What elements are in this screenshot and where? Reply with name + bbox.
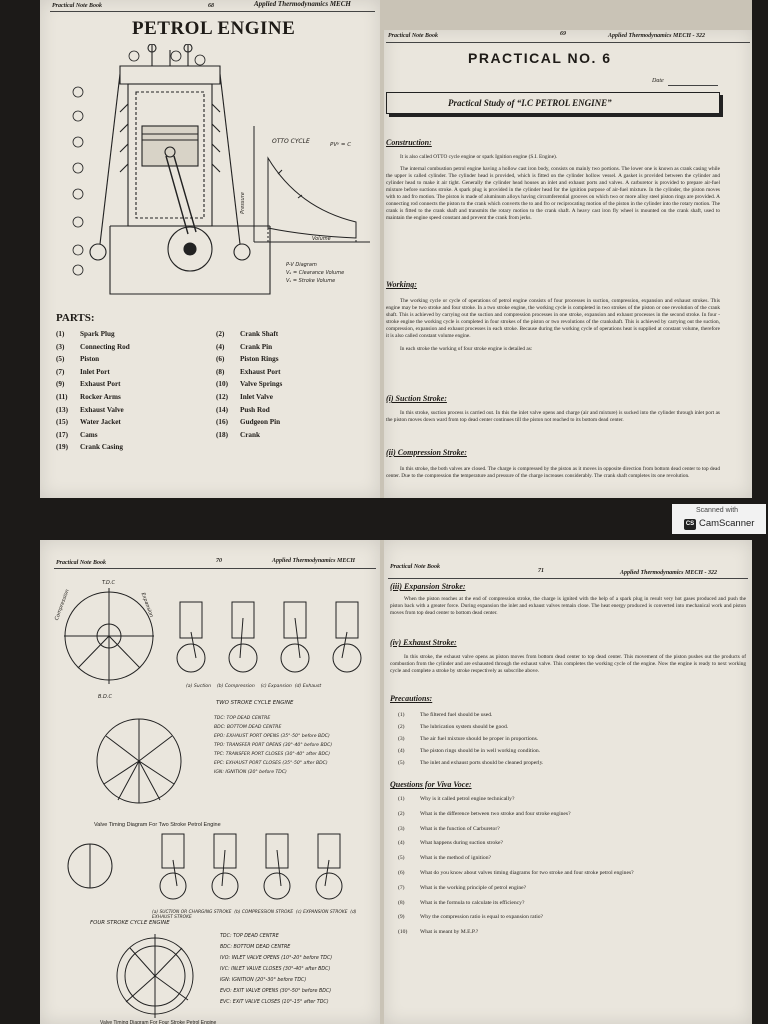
legend-item: TDC: TOP DEAD CENTRE bbox=[220, 934, 279, 939]
legend-item: BDC: BOTTOM DEAD CENTRE bbox=[220, 945, 291, 950]
header-right: Applied Thermodynamics MECH - 322 bbox=[620, 570, 718, 576]
part-name: Push Rod bbox=[240, 405, 270, 414]
two-stroke-cycle-diagram bbox=[54, 580, 164, 692]
item-text: What is the working principle of petrol engine? bbox=[420, 884, 527, 891]
legend-item: EVO: EXIT VALVE OPENS (30°-50° before BDC) bbox=[220, 989, 332, 994]
date-label: Date bbox=[652, 78, 664, 84]
legend-item: TDC: TOP DEAD CENTRE bbox=[214, 716, 271, 721]
page-68 bbox=[40, 0, 380, 498]
item-number: (5) bbox=[398, 760, 405, 766]
part-name: Gudgeon Pin bbox=[240, 418, 281, 427]
header-left: Practical Note Book bbox=[56, 560, 106, 566]
part-item bbox=[216, 418, 376, 431]
legend-two-stroke bbox=[214, 716, 332, 779]
page-number: 71 bbox=[538, 568, 544, 574]
part-name: Cams bbox=[80, 430, 98, 439]
legend-item: IVC: INLET VALVE CLOSES (30°-40° after BDC) bbox=[220, 967, 331, 972]
part-name: Piston Rings bbox=[240, 355, 279, 364]
cs-logo-icon: CS bbox=[684, 519, 696, 530]
part-name: Water Jacket bbox=[80, 418, 121, 427]
valve-timing-two-stroke-diagram bbox=[84, 706, 194, 816]
page-title: PETROL ENGINE bbox=[132, 18, 296, 39]
part-number: (14) bbox=[216, 405, 228, 414]
item-number: (3) bbox=[398, 736, 405, 742]
parts-list-right bbox=[216, 330, 376, 443]
item-number: (2) bbox=[398, 724, 405, 730]
part-number: (16) bbox=[216, 418, 228, 427]
item-text: The piston rings should be in well working condition. bbox=[420, 748, 541, 754]
part-item bbox=[56, 368, 216, 381]
part-item bbox=[56, 380, 216, 393]
compression-heading: (ii) Compression Stroke: bbox=[386, 448, 467, 457]
viva-item bbox=[398, 929, 634, 944]
part-item bbox=[56, 393, 216, 406]
part-item bbox=[216, 343, 376, 356]
item-text: What is the function of Carburetor? bbox=[420, 825, 500, 832]
viva-list bbox=[398, 796, 634, 944]
banner-title: Practical Study of “I.C PETROL ENGINE” bbox=[448, 98, 612, 108]
viva-item bbox=[398, 855, 634, 870]
part-number: (4) bbox=[216, 342, 225, 351]
precautions-heading: Precautions: bbox=[390, 694, 433, 703]
part-name: Spark Plug bbox=[80, 330, 115, 338]
part-number: (3) bbox=[56, 342, 65, 351]
item-number: (8) bbox=[398, 899, 405, 906]
legend-item: EVC: EXIT VALVE CLOSES (10°-15° after TDC) bbox=[220, 1000, 329, 1005]
item-number: (1) bbox=[398, 712, 405, 718]
legend-item: EPO: EXHAUST PORT OPENS (35°-50° before BDC) bbox=[214, 734, 330, 739]
part-number: (8) bbox=[216, 367, 225, 376]
part-item bbox=[56, 330, 216, 343]
valve-timing-four-stroke-diagram bbox=[100, 930, 210, 1022]
pressure-axis-label: Pressure bbox=[239, 192, 246, 214]
item-text: What is the method of ignition? bbox=[420, 855, 491, 862]
parts-list-left bbox=[56, 330, 216, 456]
top-spread bbox=[40, 0, 752, 498]
item-number: (7) bbox=[398, 884, 405, 891]
item-text: What do you know about valves timing diagrams for two stroke and four stroke petrol engines? bbox=[420, 869, 634, 876]
page-number: 70 bbox=[216, 558, 222, 564]
part-number: (13) bbox=[56, 405, 68, 414]
part-number: (9) bbox=[56, 380, 65, 389]
item-text: The inlet and exhaust ports should be cleaned properly. bbox=[420, 760, 544, 766]
compression-text: In this stroke, the both valves are closed. The charge is compressed by the piston as it moves in opposite direction from bottom dead center to top dead center. Due to the compression the temperature and pressure of the charge increases considerably. The crank shaft completes its one revolution. bbox=[386, 466, 720, 479]
part-number: (5) bbox=[56, 355, 65, 364]
part-name: Valve Springs bbox=[240, 380, 283, 389]
part-name: Inlet Port bbox=[80, 367, 110, 376]
part-name: Exhaust Valve bbox=[80, 405, 124, 414]
part-item bbox=[216, 355, 376, 368]
precautions-item bbox=[398, 760, 543, 772]
item-number: (9) bbox=[398, 914, 405, 921]
part-item bbox=[216, 406, 376, 419]
camscanner-watermark bbox=[672, 504, 766, 534]
page-69 bbox=[384, 30, 752, 498]
part-item bbox=[56, 355, 216, 368]
part-item bbox=[216, 368, 376, 381]
item-text: What happens during suction stroke? bbox=[420, 840, 503, 847]
bottom-spread bbox=[40, 540, 752, 1024]
part-item bbox=[216, 393, 376, 406]
scanned-with-label: Scanned with bbox=[696, 507, 739, 514]
part-name: Crank Pin bbox=[240, 342, 273, 351]
four-stroke-engine-caption: FOUR STROKE CYCLE ENGINE bbox=[90, 920, 170, 926]
precautions-list bbox=[398, 712, 543, 772]
working-text: The working cycle or cycle of operations of petrol engine consists of four processes in suction, compression, expansion and exhaust strokes. This engine may be two stroke and four stroke. In a two stroke engine, the working cycle is completed in two strokes of the piston or one revolution of the crank shaft. This is achieved by carrying out the suction and compression processes in one stroke, expansion and exhaust processes in the second stroke. In four - stroke engine the working cycle is completed in four strokes of the piston or two revolutions of the crankshaft. This is achieved by carrying out the suction, compression, expansion and exhaust processes in each stroke. Because during the working cycle of operations heat is supplied at constant volume, therefore it is also called constant volume engine. In each stroke the working of four stroke engine is detailed as: bbox=[386, 298, 720, 352]
item-text: What is the formula to calculate its efficiency? bbox=[420, 899, 525, 906]
precautions-item bbox=[398, 712, 543, 724]
viva-item bbox=[398, 900, 634, 915]
precautions-item bbox=[398, 724, 543, 736]
viva-heading: Questions for Viva Voce: bbox=[390, 780, 472, 789]
viva-item bbox=[398, 826, 634, 841]
viva-item bbox=[398, 870, 634, 885]
part-number: (10) bbox=[216, 380, 228, 389]
part-name: Crank Shaft bbox=[240, 330, 279, 338]
item-number: (4) bbox=[398, 748, 405, 754]
exhaust-heading: (iv) Exhaust Stroke: bbox=[390, 638, 457, 647]
page-71 bbox=[384, 540, 752, 1024]
two-stroke-engine-caption: TWO STROKE CYCLE ENGINE bbox=[216, 700, 294, 706]
part-name: Rocker Arms bbox=[80, 392, 121, 401]
precautions-item bbox=[398, 736, 543, 748]
two-stroke-engines-diagram bbox=[170, 592, 370, 682]
camscanner-label: CamScanner bbox=[699, 518, 755, 529]
legend-item: BDC: BOTTOM DEAD CENTRE bbox=[214, 725, 282, 730]
part-number: (15) bbox=[56, 418, 68, 427]
practical-number: PRACTICAL NO. 6 bbox=[468, 50, 612, 66]
page-70 bbox=[40, 540, 380, 1024]
viva-item bbox=[398, 796, 634, 811]
item-text: The lubrication system should be good. bbox=[420, 724, 509, 730]
part-number: (18) bbox=[216, 430, 228, 439]
bdc-label: B.D.C bbox=[98, 694, 112, 700]
item-number: (1) bbox=[398, 796, 405, 802]
expansion-text: When the piston reaches at the end of compression stroke, the charge is ignited with the help of a spark plug in result very hot gases produced and push the piston back with a greater force. During expansion the inlet and exhaust valves remain close. The heat energy produced is converted into mechanical work and piston moves from top dead center to bottom dead center. bbox=[390, 596, 746, 616]
part-item bbox=[56, 343, 216, 356]
part-item bbox=[216, 380, 376, 393]
part-number: (7) bbox=[56, 367, 65, 376]
part-item bbox=[56, 418, 216, 431]
valve-timing-two-caption: Valve Timing Diagram For Two Stroke Petrol Engine bbox=[94, 822, 221, 828]
viva-item bbox=[398, 914, 634, 929]
part-number: (11) bbox=[56, 392, 68, 401]
expansion-label: Expansion bbox=[139, 591, 155, 619]
precautions-item bbox=[398, 748, 543, 760]
construction-heading: Construction: bbox=[386, 138, 432, 147]
item-number: (10) bbox=[398, 929, 408, 936]
part-name: Exhaust Port bbox=[80, 380, 121, 389]
item-text: Why the compression ratio is equal to expansion ratio? bbox=[420, 914, 544, 921]
header-left: Practical Note Book bbox=[390, 564, 440, 570]
part-number: (2) bbox=[216, 330, 225, 338]
header-left: Practical Note Book bbox=[388, 33, 438, 39]
pv-equation: PVʸ = C bbox=[330, 142, 352, 148]
part-item bbox=[216, 431, 376, 444]
viva-item bbox=[398, 840, 634, 855]
part-name: Exhaust Port bbox=[240, 367, 281, 376]
page-number: 68 bbox=[208, 3, 214, 9]
item-text: The air fuel mixture should be proper in proportions. bbox=[420, 736, 539, 742]
legend-item: EPC: EXHAUST PORT CLOSES (35°-50° after BDC) bbox=[214, 761, 328, 766]
legend-item: IVO: INLET VALVE OPENS (10°-20° before TDC) bbox=[220, 956, 333, 961]
viva-item bbox=[398, 811, 634, 826]
stroke-volume-note: Vₛ = Stroke Volume bbox=[286, 278, 336, 284]
working-heading: Working: bbox=[386, 280, 417, 289]
four-stroke-engines-diagram bbox=[58, 830, 378, 910]
compression-label: Compression bbox=[53, 588, 71, 622]
page-number: 69 bbox=[560, 31, 566, 37]
part-number: (6) bbox=[216, 355, 225, 364]
item-number: (5) bbox=[398, 855, 405, 862]
viva-item bbox=[398, 885, 634, 900]
suction-text: In this stroke, suction process is carried out. In this the inlet valve opens and charge (air and mixture) is sucked into the cylinder through inlet port as the piston moves down ward from top dead center continues till the piston not reached to its bottom dead center. bbox=[386, 410, 720, 423]
part-name: Inlet Valve bbox=[240, 392, 273, 401]
item-number: (3) bbox=[398, 825, 405, 832]
item-text: What is the difference between two stroke and four stroke engines? bbox=[420, 810, 571, 817]
legend-item: TPC: TRANSFER PORT CLOSES (30°-40° after BDC) bbox=[214, 752, 331, 757]
header-right: Applied Thermodynamics MECH bbox=[272, 558, 356, 564]
pv-caption: P-V Diagram bbox=[286, 262, 317, 268]
legend-item: TPO: TRANSFER PORT OPENS (30°-40° before BDC) bbox=[214, 743, 333, 748]
part-name: Piston bbox=[80, 355, 100, 364]
part-name: Crank Casing bbox=[80, 443, 123, 452]
exhaust-text: In this stroke, the exhaust valve opens as piston moves from bottom dead center to top dead center. This movement of the piston pushes out the products of combustion from the cylinder and are exhausted through the exhaust valve. This completes the working cycle of the engine. Now the engine is ready to next working cycle and complete a stroke by stroke respectively as subscribe above. bbox=[390, 654, 746, 674]
item-text: Why is it called petrol engine technically? bbox=[420, 796, 515, 802]
part-name: Crank bbox=[240, 430, 260, 439]
expansion-heading: (iii) Expansion Stroke: bbox=[390, 582, 466, 591]
part-number: (12) bbox=[216, 392, 228, 401]
clearance-volume-note: Vₐ = Clearance Volume bbox=[286, 270, 345, 276]
item-number: (6) bbox=[398, 869, 405, 876]
suction-heading: (i) Suction Stroke: bbox=[386, 394, 447, 403]
legend-item: IGN: IGNITION (20°-30° before TDC) bbox=[220, 978, 307, 983]
construction-text: It is also called OTTO cycle engine or spark Ignition engine (S.I. Engine). The internal combustion petrol engine having a hollow cast iron body, consists on mainly two portions. The lower one is known as crank casing while the upper is called cylinder. The cylinder head is provided, which is fitted on the cylinder hollow vessel. A gasket is provided between the cylinder and cylinder head to make it air tight. Generally the cylinder head houses an inlet and exhaust ports and valves. A carburetor is provided to prepare air-fuel mixture before suctions stroke. A spark plug is provided in the cylinder head for the ignition purpose of air-fuel mixture. In the cylinder, the piston moves with to and fro motion. The piston is made of aluminum alloys having circumferential grooves on which two or more alloy steel piston rings are provided. A connecting rod connects the piston to the crank which converts the to and fro or reciprocating motion of the piston in the cylinder into the rotary motion. The crank is fitted to the crank shaft and transmits the rotary motion to the crank shaft. A heavy cast iron fly wheel is mounted on the crank shaft, used to maintain the engine speed constant and prevent the crank from jerks. bbox=[386, 154, 720, 221]
volume-axis-label: Volume bbox=[312, 236, 331, 242]
legend-four-stroke bbox=[220, 934, 332, 1011]
item-text: The filtered fuel should be used. bbox=[420, 712, 493, 718]
part-item bbox=[56, 431, 216, 444]
part-number: (19) bbox=[56, 443, 68, 452]
four-stroke-strokes: (a) SUCTION OR CHARGING STROKE (b) COMPRESSION STROKE (c) EXPANSION STROKE (d) EXHAUST STROKE bbox=[152, 910, 357, 920]
part-number: (1) bbox=[56, 330, 65, 338]
part-item bbox=[216, 330, 376, 343]
pv-label: OTTO CYCLE bbox=[272, 138, 310, 145]
header-right: Applied Thermodynamics MECH - 322 bbox=[608, 33, 706, 39]
part-item bbox=[56, 443, 216, 456]
header-left: Practical Note Book bbox=[52, 3, 102, 9]
part-name: Connecting Rod bbox=[80, 342, 130, 351]
header-right: Applied Thermodynamics MECH bbox=[254, 0, 351, 8]
tdc-label: T.D.C bbox=[102, 580, 115, 586]
legend-item: IGN: IGNITION (20° before TDC) bbox=[214, 770, 287, 775]
part-item bbox=[56, 406, 216, 419]
two-stroke-strokes: (a) Suction (b) Compression (c) Expansion (d) Exhaust bbox=[186, 684, 322, 689]
item-number: (4) bbox=[398, 840, 405, 847]
item-text: What is meant by M.E.P.? bbox=[420, 929, 479, 936]
item-number: (2) bbox=[398, 810, 405, 817]
valve-timing-four-caption: Valve Timing Diagram For Four Stroke Petrol Engine bbox=[100, 1020, 217, 1024]
part-number: (17) bbox=[56, 430, 68, 439]
parts-heading: PARTS: bbox=[56, 312, 95, 324]
